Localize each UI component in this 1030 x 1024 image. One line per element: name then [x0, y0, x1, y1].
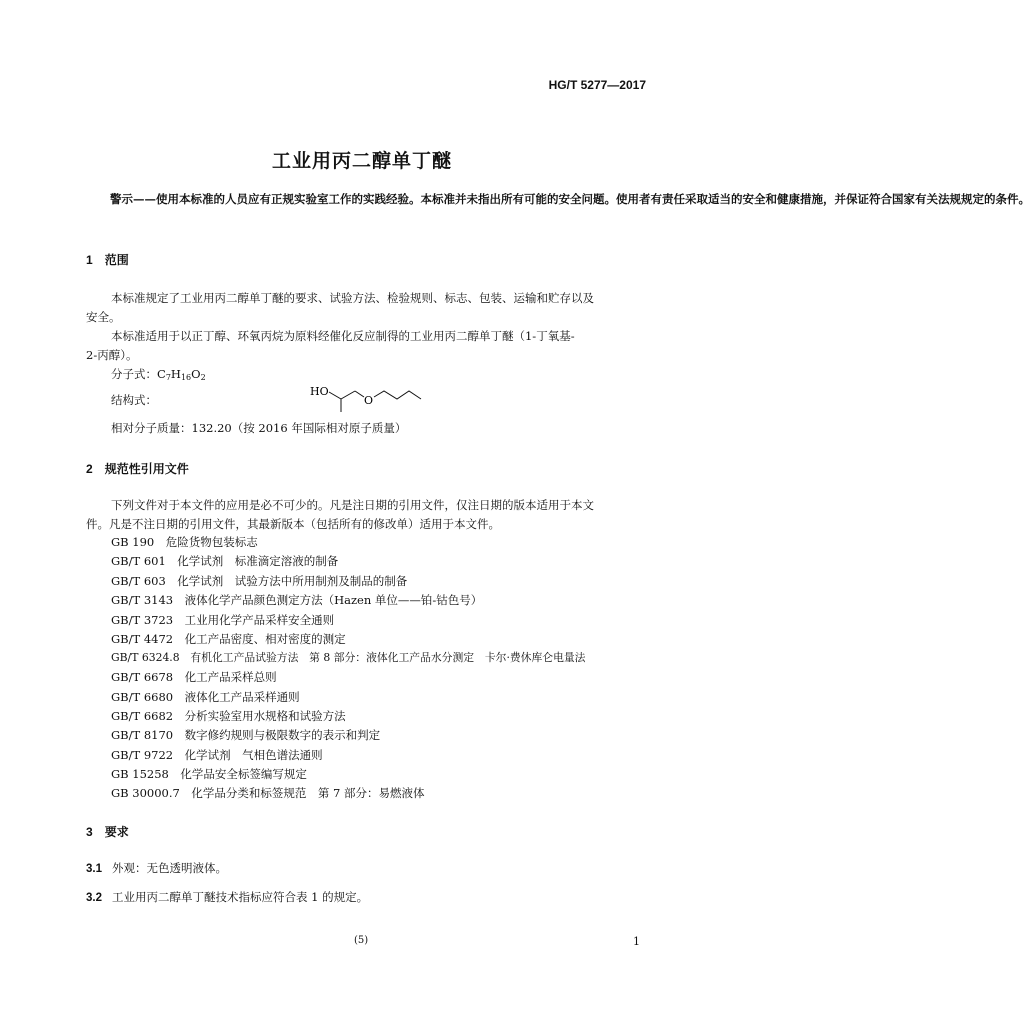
- scope-para1-line2: 安全。: [86, 310, 121, 324]
- butyl-chain: [374, 391, 421, 399]
- ref-item: GB/T 6678 化工产品采样总则: [111, 670, 277, 684]
- refs-intro-line2: 件。凡是不注日期的引用文件，其最新版本（包括所有的修改单）适用于本文件。: [86, 517, 500, 531]
- clause-number: 3.2: [86, 892, 102, 904]
- footer-center-number: (5): [354, 935, 369, 946]
- structure-ho-label: HO: [310, 385, 329, 398]
- section-number: 3: [86, 825, 93, 839]
- section-number: 2: [86, 462, 93, 476]
- ref-item: GB/T 4472 化工产品密度、相对密度的测定: [111, 632, 346, 646]
- ref-item: GB/T 601 化学试剂 标准滴定溶液的制备: [111, 554, 339, 568]
- page-title: 工业用丙二醇单丁醚: [271, 150, 452, 172]
- section-title: 要求: [104, 825, 129, 839]
- bond-chain: [341, 391, 355, 399]
- scope-para2-line1: 本标准适用于以正丁醇、环氧丙烷为原料经催化反应制得的工业用丙二醇单丁醚（1-丁氧基-: [111, 329, 575, 343]
- document-code: HG/T 5277—2017: [548, 78, 646, 92]
- page-number: 1: [633, 935, 640, 948]
- ref-item: GB/T 3143 液体化学产品颜色测定方法（Hazen 单位——铂-钴色号）: [111, 593, 483, 607]
- ref-item: GB/T 6682 分析实验室用水规格和试验方法: [111, 709, 346, 723]
- structure-label: 结构式：: [111, 393, 157, 407]
- ref-item: GB 15258 化学品安全标签编写规定: [111, 767, 307, 781]
- structure-o-label: O: [364, 394, 374, 407]
- clause-number: 3.1: [86, 863, 102, 875]
- molecular-formula: 分子式：$C_7H_{16}O_2$: [111, 367, 206, 382]
- section-1-heading: [86, 251, 129, 268]
- ref-item: GB 30000.7 化学品分类和标签规范 第 7 部分：易燃液体: [111, 786, 425, 800]
- scope-para2-line2: 2-丙醇）。: [86, 348, 138, 362]
- clause-text: 工业用丙二醇单丁醚技术指标应符合表 1 的规定。: [112, 890, 369, 904]
- clause-text: 外观：无色透明液体。: [112, 861, 227, 875]
- bond-ho-methyl: [329, 392, 341, 412]
- clause-3-1: [86, 858, 227, 879]
- ref-item: GB/T 603 化学试剂 试验方法中所用制剂及制品的制备: [111, 574, 408, 588]
- refs-intro-line1: 下列文件对于本文件的应用是必不可少的。凡是注日期的引用文件，仅注日期的版本适用于本文: [111, 498, 594, 512]
- section-title: 规范性引用文件: [104, 462, 189, 476]
- bond-ether-left: [355, 391, 364, 397]
- molar-mass: 相对分子质量：132.20（按 2016 年国际相对原子质量）: [111, 421, 407, 435]
- section-3-heading: [86, 823, 129, 840]
- ref-item: GB/T 3723 工业用化学产品采样安全通则: [111, 613, 335, 627]
- scope-para1-line1: 本标准规定了工业用丙二醇单丁醚的要求、试验方法、检验规则、标志、包装、运输和贮存以及: [111, 291, 594, 305]
- section-2-heading: [86, 460, 189, 477]
- section-title: 范围: [104, 253, 129, 267]
- clause-3-2: [86, 887, 368, 908]
- ref-item: GB/T 9722 化学试剂 气相色谱法通则: [111, 748, 323, 762]
- warning-paragraph: 警示——使用本标准的人员应有正规实验室工作的实践经验。本标准并未指出所有可能的安全问题。使用者有责任采取适当的安全和健康措施，并保证符合国家有关法规规定的条件。: [110, 192, 1030, 206]
- ref-item: GB 190 危险货物包装标志: [111, 535, 258, 549]
- structure-formula-diagram: [308, 378, 428, 418]
- section-number: 1: [86, 253, 93, 267]
- ref-item: GB/T 6680 液体化工产品采样通则: [111, 690, 300, 704]
- ref-item: GB/T 6324.8 有机化工产品试验方法 第 8 部分：液体化工产品水分测定 卡尔·费休库仑电量法: [111, 651, 586, 664]
- ref-item: GB/T 8170 数字修约规则与极限数字的表示和判定: [111, 728, 381, 742]
